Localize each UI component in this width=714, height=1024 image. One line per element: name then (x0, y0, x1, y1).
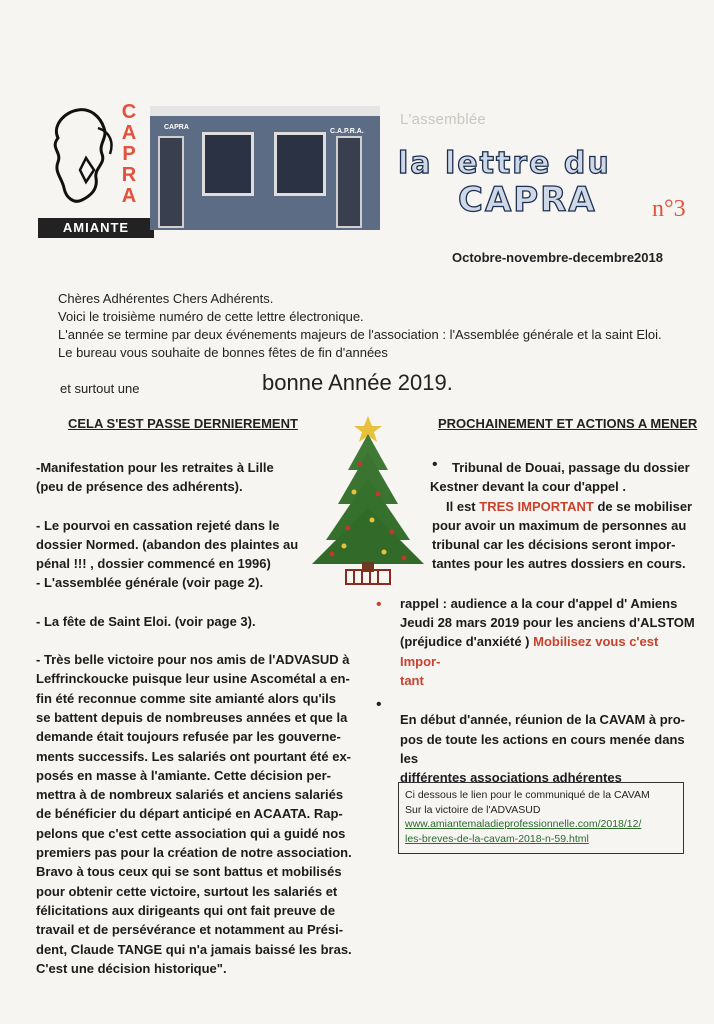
cavam-link[interactable]: www.amiantemaladieprofessionnelle.com/2018/12/ (405, 818, 642, 830)
newsletter-title-line1: la lettre du (398, 146, 611, 181)
photo-sign-left: CAPRA (164, 124, 189, 131)
past-events-heading: CELA S'EST PASSE DERNIEREMENT (68, 416, 298, 431)
amiante-banner: AMIANTE (38, 218, 154, 238)
logo-letters: C A P R A (121, 101, 137, 207)
bleed-through-text: L'assemblée (400, 111, 486, 128)
upcoming-actions-heading: PROCHAINEMENT ET ACTIONS A MENER (438, 416, 698, 431)
bullet-icon: • (376, 696, 382, 713)
intro-text: Chères Adhérentes Chers Adhérents. Voici le troisième numéro de cette lettre électronique. L'année se termine par deux événements majeurs de l'association : l'Assemblée générale et la saint Eloi. Le bureau vous souhaite de bonnes fêtes de fin d'années (58, 291, 662, 360)
bullet-icon: • (376, 596, 382, 613)
cavam-link-continued[interactable]: les-breves-de-la-cavam-2018-n-59.html (405, 832, 589, 845)
wish-headline: bonne Année 2019. (262, 370, 453, 395)
upcoming-actions-column: Tribunal de Douai, passage du dossier Kestner devant la cour d'appel . Il est TRES IMPORTANT de se mobiliser pour avoir un maximum de personnes au tribunal car les décisions seront impor- tantes pour les autres dossiers en cours. rappel : audience a la cour d'appel d' Amiens Jeudi 28 mars 2019 pour les anciens d'ALSTOM (préjudice d'anxiété ) Mobilisez vous c'est Impor- tant En début d'année, réunion de la CAVAM à pro- pos de toute les actions en cours menée dans les différentes associations adhérentes (400, 460, 695, 786)
past-events-column: -Manifestation pour les retraites à Lille (peu de présence des adhérents). - Le pourvoi en cassation rejeté dans le dossier Normed. (abandon des plaintes au pénal !!! , dossier commencé en 1996) - L'assemblée générale (voir page 2). - La fête de Saint Eloi. (voir page 3). - Très belle victoire pour nos amis de l'ADVASUD à Leffrinckoucke puisque leur usine Ascométal a en- fin été reconnue comme site amianté alors qu'ils se battent depuis de nombreuses années et que la demande était toujours refusée par les gouverne- ments successifs. Les salariés ont pourtant été ex- posés en masse à l'amiante. Cette décision per- mettra à de nombreux salariés et anciens salariés de bénéficier du départ anticipé en ACAATA. Rap- pelons que c'est cette association qui a guidé nos premiers pas pour la création de notre association. Bravo à tous ceux qui se sont battus et mobilisés pour obtenir cette victoire, surtout les salariés et félicitations aux dirigeants qui ont fait preuve de travail et de persévérance et notamment au Prési- dent, Claude TANGE qui n'a jamais baissé les bras. C'est une décision historique". (36, 460, 352, 976)
wish-lead: et surtout une (60, 381, 140, 396)
issue-date: Octobre-novembre-decembre2018 (452, 250, 663, 265)
newsletter-title-line2: CAPRA (458, 180, 597, 220)
photo-sign-right: C.A.P.R.A. (330, 128, 364, 135)
cavam-link-box: Ci dessous le lien pour le communiqué de la CAVAM Sur la victoire de l'ADVASUD www.amiantemaladieprofessionnelle.com/2018/12/ les-breves-de-la-cavam-2018-n-59.html (398, 782, 684, 854)
mobilize-emphasis: Mobilisez vous c'est Impor- (400, 634, 659, 669)
important-emphasis: TRES IMPORTANT (479, 498, 594, 514)
issue-number: n°3 (652, 196, 686, 222)
bullet-icon: • (432, 456, 438, 473)
storefront-photo (150, 106, 380, 230)
